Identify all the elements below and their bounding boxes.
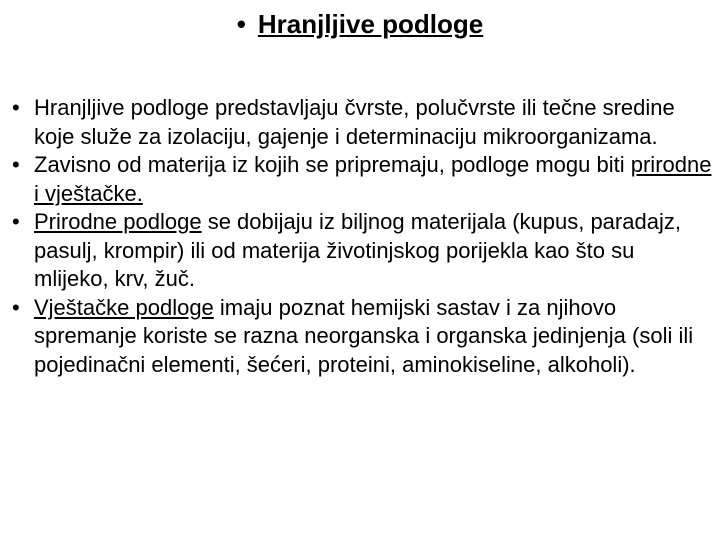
bullet-dot: • — [12, 294, 20, 320]
bullet-dot: • — [12, 209, 20, 234]
item-underlined-text: prirodne i vještačke. — [34, 152, 712, 206]
bullet-dot: • — [12, 152, 20, 177]
list-item — [12, 151, 712, 208]
title-bullet: • — [236, 9, 246, 39]
bullet-list — [12, 94, 712, 379]
list-item — [12, 208, 712, 294]
item-text: Hranjljive podloge predstavljaju čvrste, polučvrste ili tečne sredine koje služe za izolaciju, gajenje i determinaciju mikroorganizama. — [34, 95, 675, 149]
slide-title-text: Hranjljive podloge — [257, 9, 484, 39]
item-underlined-text: Vještačke podloge — [34, 294, 214, 320]
bullet-dot: • — [12, 95, 20, 120]
item-underlined-text: Prirodne podloge — [34, 209, 202, 234]
item-text: imaju poznat hemijski sastav i za njihovo spremanje koriste se razna neorganska i organska jedinjenja (soli ili pojedinačni elementi, šećeri, proteini, aminokiseline, alkoholi). — [34, 294, 694, 377]
list-item — [12, 294, 712, 380]
item-text: Zavisno od materija iz kojih se pripremaju, podloge mogu biti — [34, 152, 631, 177]
list-item — [12, 94, 712, 151]
item-text: se dobijaju iz biljnog materijala (kupus, paradajz, pasulj, krompir) ili od materija životinjskog porijekla kao što su mlijeko, krv, žuč. — [34, 209, 681, 291]
slide-title — [0, 6, 720, 42]
